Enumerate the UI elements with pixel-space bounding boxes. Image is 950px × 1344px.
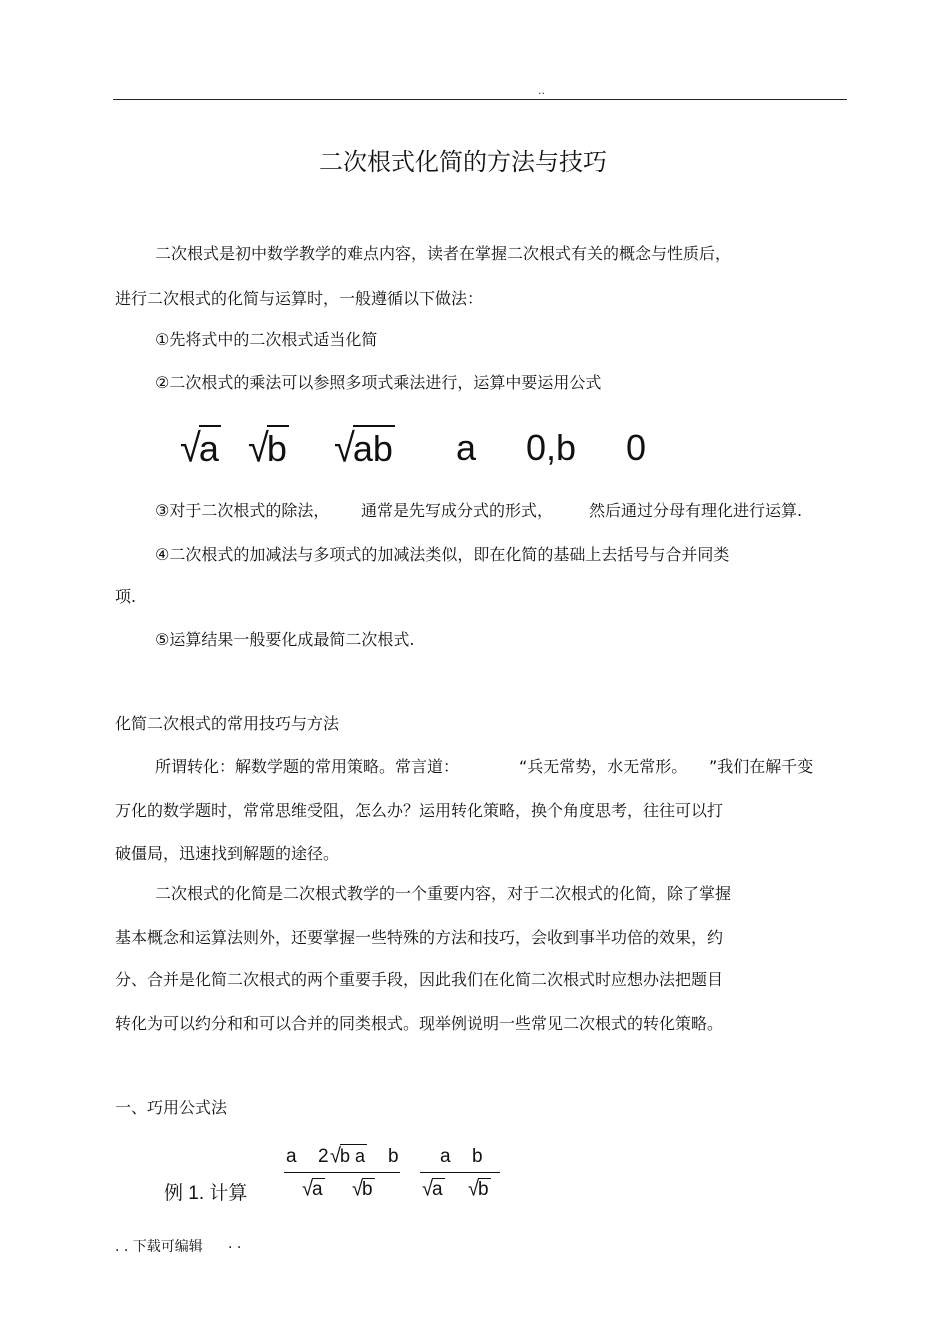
step-5: ⑤运算结果一般要化成最简二次根式.: [155, 630, 415, 649]
tips-p1-d: 万化的数学题时，常常思维受阻，怎么办？运用转化策略，换个角度思考，往往可以打: [115, 801, 724, 820]
radical-sign-icon: √: [248, 426, 269, 472]
frac1-den-root-b: √b: [352, 1177, 373, 1201]
tips-p1-c: ”我们在解千变: [709, 757, 814, 776]
header-rule: [113, 99, 847, 100]
radical-sign-icon: √: [334, 426, 355, 472]
frac1-num-2: 2: [318, 1146, 329, 1167]
frac2-num-a: a: [440, 1146, 451, 1167]
frac2-den-root-b: √b: [468, 1177, 489, 1201]
footer-text: . . 下载可编辑: [115, 1239, 203, 1255]
intro-line-2: 进行二次根式的化简与运算时，一般遵循以下做法：: [115, 289, 484, 308]
formula-root-b: √b: [248, 426, 287, 472]
step-3a: ③对于二次根式的除法，: [155, 501, 330, 520]
step-4b: 项.: [115, 587, 137, 606]
step-3b: 通常是先写成分式的形式，: [361, 501, 554, 520]
radical-sign-icon: √: [352, 1177, 363, 1201]
formula-root-a: √a: [180, 426, 219, 472]
section-heading-tips: 化简二次根式的常用技巧与方法: [115, 714, 340, 733]
tips-p2-b: 基本概念和运算法则外，还要掌握一些特殊的方法和技巧，会收到事半功倍的效果，约: [115, 928, 724, 947]
step-2: ②二次根式的乘法可以参照多项式乘法进行，运算中要运用公式: [155, 373, 602, 392]
radical-sign-icon: √: [468, 1177, 479, 1201]
frac1-num-b: b: [388, 1146, 399, 1167]
frac2-num-b: b: [472, 1146, 483, 1167]
formula-root-ab: √ab: [334, 426, 393, 472]
step-3c: 然后通过分母有理化进行运算.: [589, 501, 803, 520]
formula-cond-0b: 0,b: [526, 427, 577, 468]
tips-p2-c: 分、合并是化简二次根式的两个重要手段，因此我们在化简二次根式时应想办法把题目: [115, 970, 724, 989]
formula-cond-a: a: [456, 427, 477, 468]
radical-sign-icon: √: [422, 1177, 433, 1201]
radical-sign-icon: √: [330, 1144, 341, 1168]
tips-p2-a: 二次根式的化简是二次根式教学的一个重要内容，对于二次根式的化简，除了掌握: [155, 884, 732, 903]
radical-sign-icon: √: [180, 426, 201, 472]
frac1-den-root-a: √a: [302, 1177, 323, 1201]
tips-p1-a: 所谓转化：解数学题的常用策略。常言道：: [155, 757, 460, 776]
radical-sign-icon: √: [302, 1177, 313, 1201]
tips-p1-e: 破僵局，迅速找到解题的途径。: [115, 844, 340, 863]
footer-dots: . .: [228, 1236, 242, 1252]
page-title: 二次根式化简的方法与技巧: [319, 148, 607, 176]
frac2-den-root-a: √a: [422, 1177, 443, 1201]
frac1-bar: [284, 1172, 400, 1173]
example-1-label: 例 1. 计算: [164, 1183, 248, 1204]
header-dots: ..: [538, 84, 545, 97]
frac2-bar: [420, 1172, 500, 1173]
frac1-num-root: √b a: [330, 1144, 366, 1168]
step-4a: ④二次根式的加减法与多项式的加减法类似，即在化简的基础上去括号与合并同类: [155, 545, 730, 564]
formula-cond-0: 0: [626, 427, 647, 468]
tips-p2-d: 转化为可以约分和和可以合并的同类根式。现举例说明一些常见二次根式的转化策略。: [115, 1014, 724, 1033]
tips-p1-b: “兵无常势，水无常形。: [519, 757, 688, 776]
frac1-num-a: a: [286, 1146, 297, 1167]
section-heading-one: 一、巧用公式法: [115, 1098, 228, 1117]
intro-line-1: 二次根式是初中数学教学的难点内容，读者在掌握二次根式有关的概念与性质后，: [155, 244, 732, 263]
step-1: ①先将式中的二次根式适当化简: [155, 330, 378, 349]
